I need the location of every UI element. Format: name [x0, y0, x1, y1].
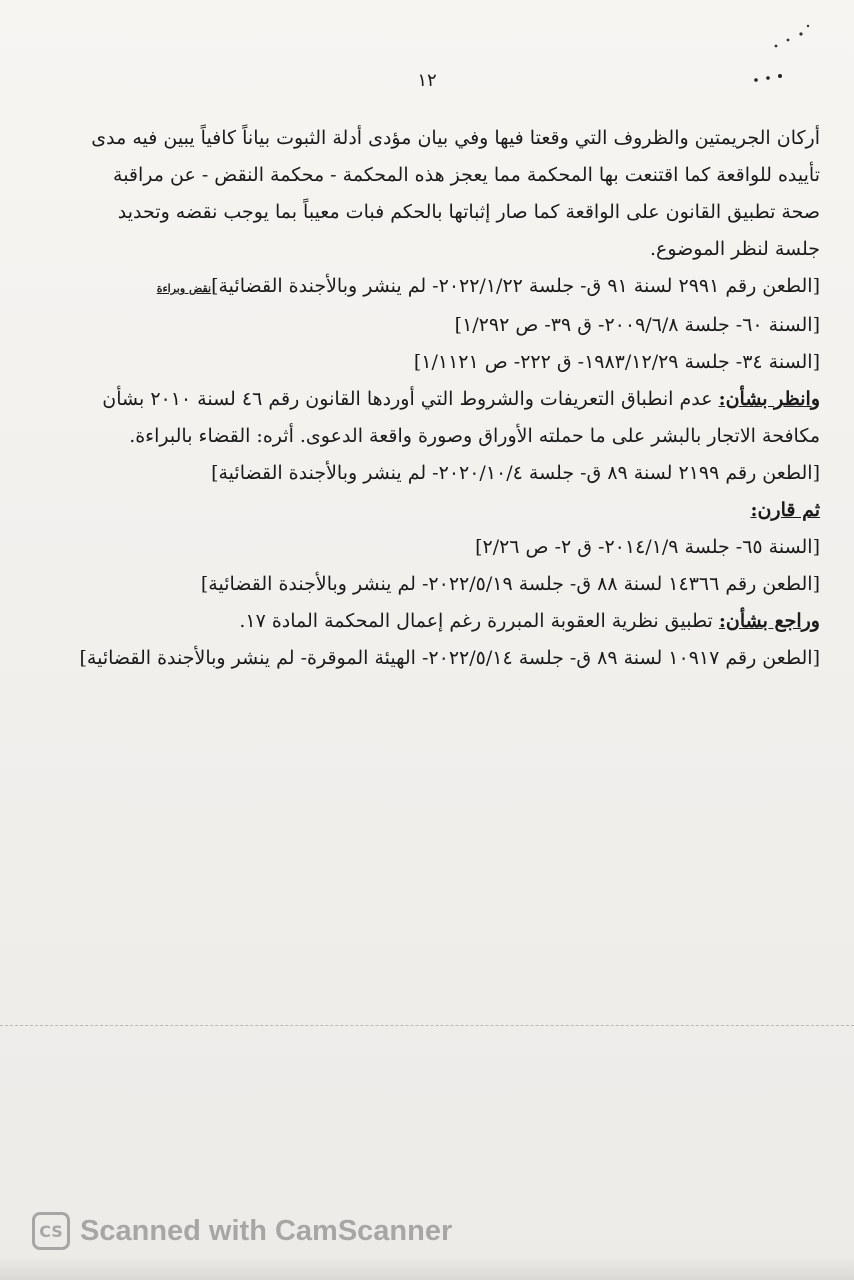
- page-body: [70, 120, 820, 677]
- review-label: وراجع بشأن:: [718, 610, 820, 632]
- watermark-text: Scanned with CamScanner: [80, 1214, 453, 1247]
- camscanner-watermark: [32, 1212, 452, 1250]
- citation-6: [الطعن رقم ١٤٣٦٦ لسنة ٨٨ ق- جلسة ٢٠٢٢/٥/١٩- لم ينشر وبالأجندة القضائية]: [200, 573, 820, 595]
- fold-line: [0, 1025, 854, 1026]
- see-also-label: وانظر بشأن:: [718, 388, 820, 410]
- citation-7: [الطعن رقم ١٠٩١٧ لسنة ٨٩ ق- جلسة ٢٠٢٢/٥/١٤- الهيئة الموقرة- لم ينشر وبالأجندة القضائية]: [79, 647, 820, 669]
- citation-2: [السنة ٦٠- جلسة ٢٠٠٩/٦/٨- ق ٣٩- ص ١/٢٩٢]: [454, 314, 820, 336]
- page-number: ١٢: [417, 70, 437, 91]
- review-paragraph: [70, 603, 820, 640]
- citation-4: [الطعن رقم ٢١٩٩ لسنة ٨٩ ق- جلسة ٢٠٢٠/١٠/٤- لم ينشر وبالأجندة القضائية]: [211, 462, 820, 484]
- camscanner-logo-icon: CS: [32, 1212, 70, 1250]
- citation-1: [70, 268, 820, 307]
- compare-heading-line: [70, 492, 820, 529]
- body-paragraph: أركان الجريمتين والظروف التي وقعتا فيها وفي بيان مؤدى أدلة الثبوت بياناً كافياً يبين فيه مدى تأييده للواقعة كما اقتنعت بها المحكمة مما يعجز هذه المحكمة - محكمة النقض - عن مراقبة صحة تطبيق القانون على الواقعة كما صار إثباتها بالحكم فبات معيباً بما يوجب نقضه وتحديد جلسة لنظر الموضوع.: [91, 127, 820, 260]
- see-also-paragraph: [70, 381, 820, 455]
- citation-1-text: [الطعن رقم ٢٩٩١ لسنة ٩١ ق- جلسة ٢٠٢٢/١/٢٢- لم ينشر وبالأجندة القضائية]: [211, 275, 820, 297]
- citation-5: [السنة ٦٥- جلسة ٢٠١٤/١/٩- ق ٢- ص ٢/٢٦]: [475, 536, 820, 558]
- see-also-text: عدم انطباق التعريفات والشروط التي أوردها القانون رقم ٤٦ لسنة ٢٠١٠ بشأن مكافحة الاتجار بالبشر على ما حملته الأوراق وصورة واقعة الدعوى. أثره: القضاء بالبراءة.: [102, 388, 820, 447]
- verdict-stamp: نقض وبراءة: [156, 282, 212, 295]
- review-text: تطبيق نظرية العقوبة المبررة رغم إعمال المحكمة المادة ١٧.: [239, 610, 719, 632]
- page-bottom-shadow: [0, 1256, 854, 1280]
- compare-label: ثم قارن:: [750, 499, 820, 521]
- citation-3: [السنة ٣٤- جلسة ١٩٨٣/١٢/٢٩- ق ٢٢٢- ص ١/١١٢١]: [413, 351, 820, 373]
